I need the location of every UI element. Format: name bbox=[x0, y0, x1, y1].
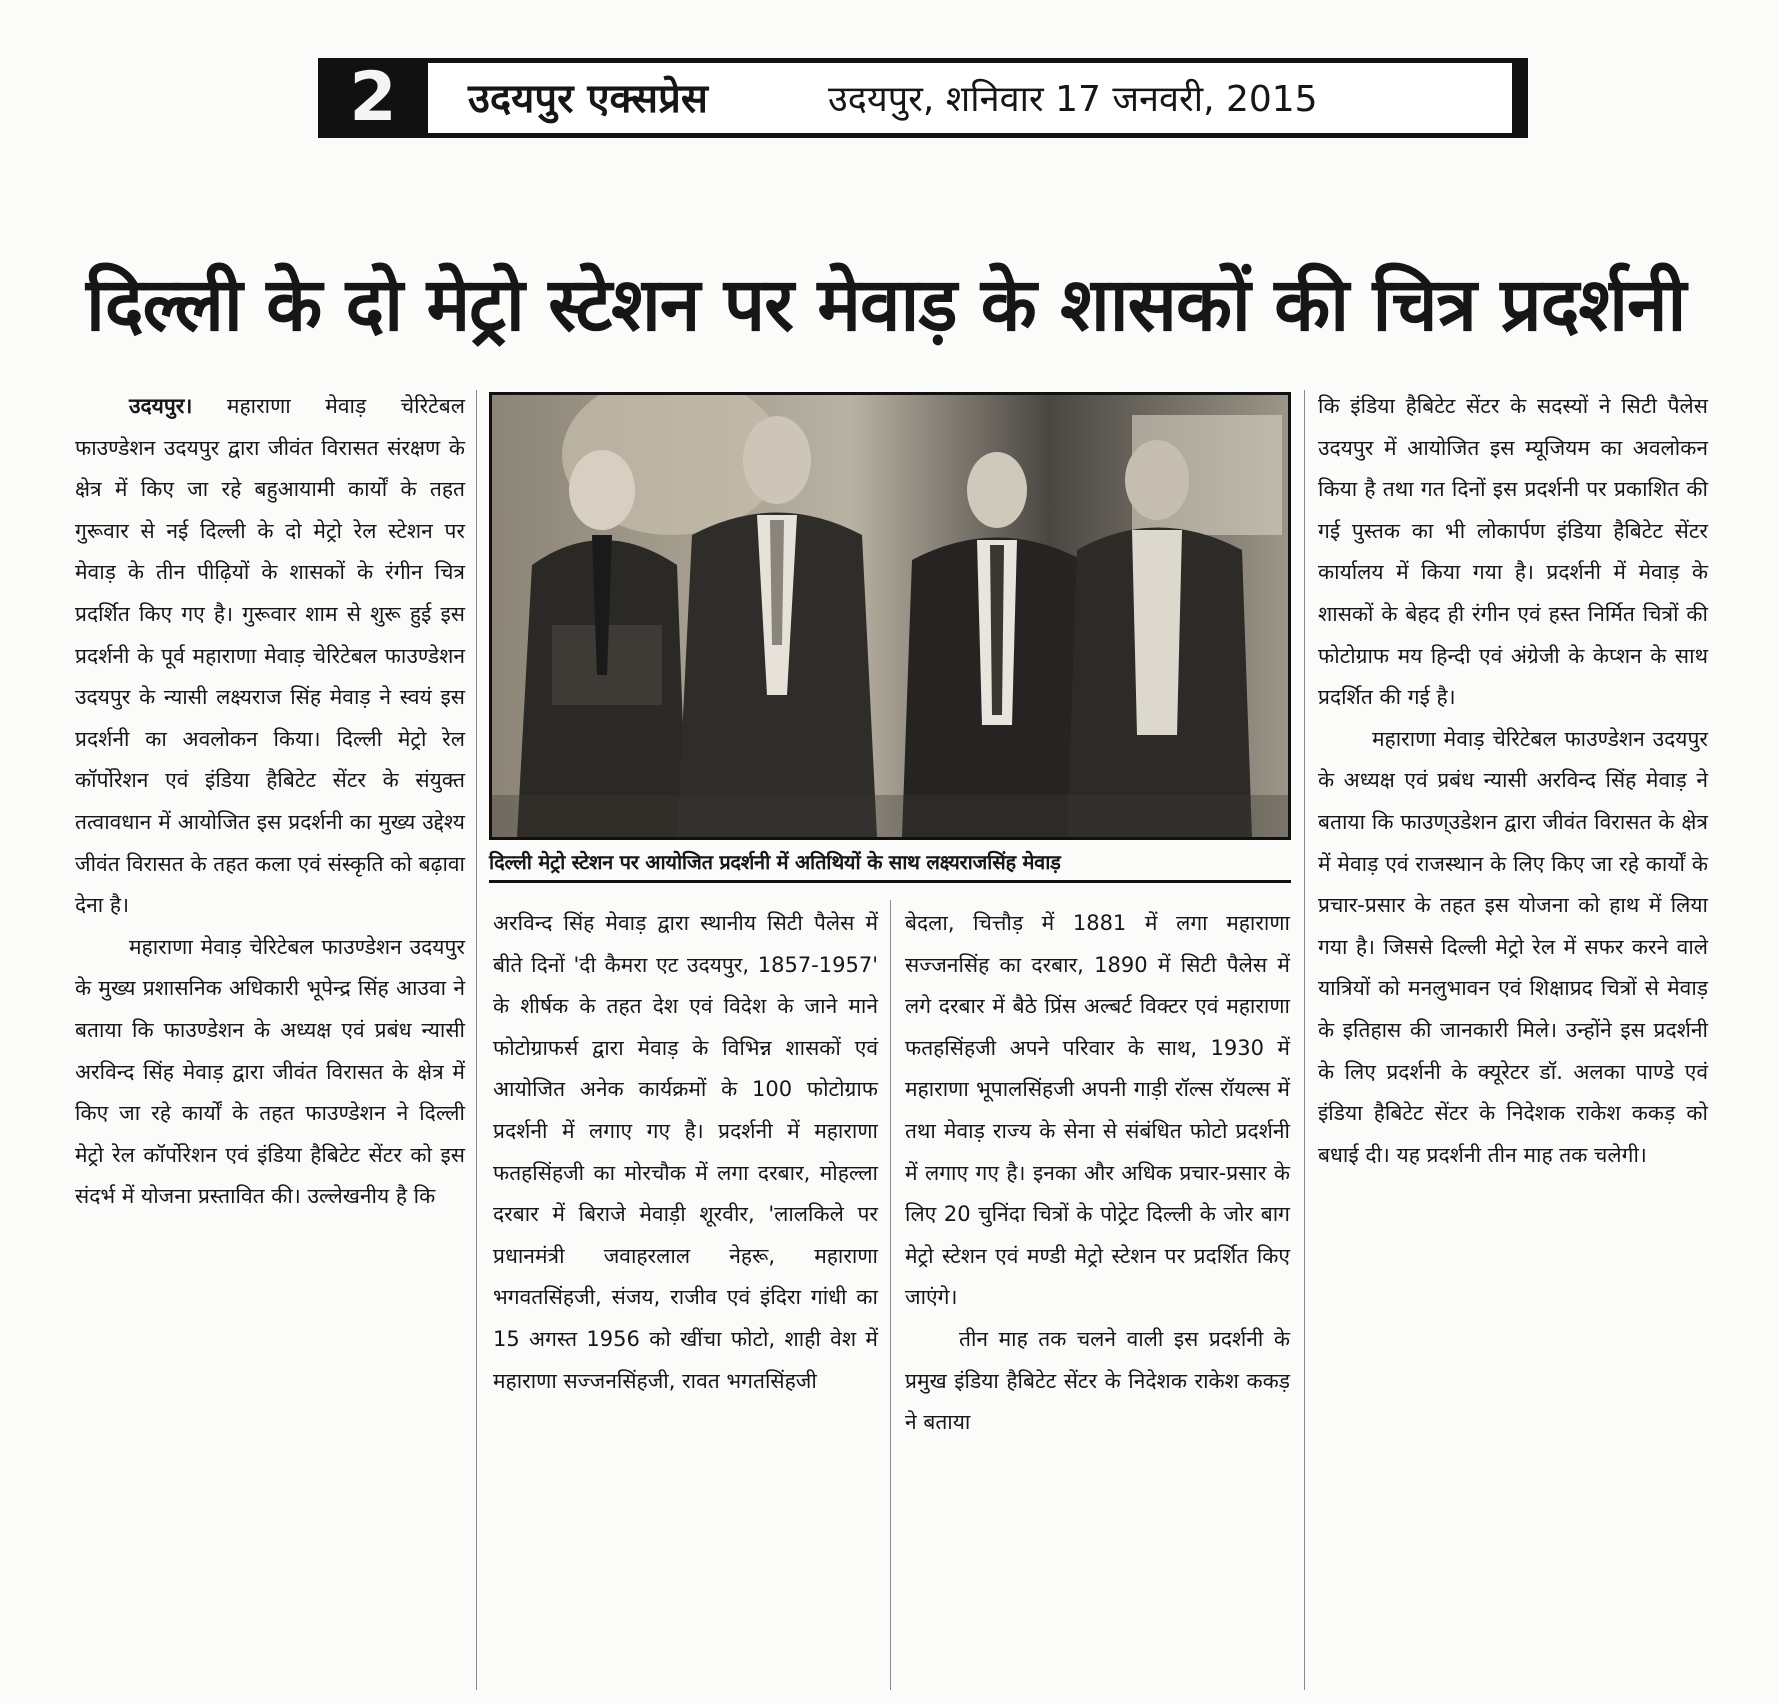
dateline: उदयपुर, शनिवार 17 जनवरी, 2015 bbox=[828, 79, 1318, 120]
paragraph: कि इंडिया हैबिटेट सेंटर के सदस्यों ने सिटी पैलेस उदयपुर में आयोजित इस म्यूजियम का अवलोकन किया है तथा गत दिनों इस प्रदर्शनी पर प्रकाशित की गई पुस्तक का भी लोकार्पण इंडिया हैबिटेट सेंटर कार्यालय में किया गया है। प्रदर्शनी में मेवाड़ के शासकों के बेहद ही रंगीन एवं हस्त निर्मित चित्रों की फोटोग्राफ मय हिन्दी एवं अंग्रेजी के केप्शन के साथ प्रदर्शित की गई है। bbox=[1318, 394, 1708, 710]
newspaper-name: उदयपुर एक्सप्रेस bbox=[468, 76, 708, 122]
masthead bbox=[318, 58, 1518, 138]
news-photo bbox=[489, 392, 1291, 840]
photo-caption: दिल्ली मेट्रो स्टेशन पर आयोजित प्रदर्शनी में अतिथियों के साथ लक्ष्यराजसिंह मेवाड़ bbox=[489, 846, 1291, 883]
column-divider bbox=[476, 390, 477, 1690]
paragraph: बेदला, चित्तौड़ में 1881 में लगा महाराणा सज्जनसिंह का दरबार, 1890 में सिटी पैलेस में लगे दरबार में बैठे प्रिंस अल्बर्ट विक्टर एवं महाराणा फतहसिंहजी अपने परिवार के साथ, 1930 में महाराणा भूपालसिंहजी अपनी गाड़ी रॉल्स रॉयल्स में तथा मेवाड़ राज्य के सेना से संबंधित फोटो प्रदर्शनी में लगाए गए है। इनका और अधिक प्रचार-प्रसार के लिए 20 चुनिंदा चित्रों के पोट्रेट दिल्ली के जोर बाग मेट्रो स्टेशन एवं मण्डी मेट्रो स्टेशन पर प्रदर्शित किए जाएंगे। bbox=[905, 911, 1290, 1310]
article-column-3 bbox=[905, 903, 1290, 1444]
paragraph-text: महाराणा मेवाड़ चेरिटेबल फाउण्डेशन उदयपुर द्वारा जीवंत विरासत संरक्षण के क्षेत्र में किए जा रहे बहुआयामी कार्यों के तहत गुरूवार से नई दिल्ली के दो मेट्रो रेल स्टेशन पर मेवाड़ के तीन पीढ़ियों के शासकों के रंगीन चित्र प्रदर्शित किए गए है। गुरूवार शाम से शुरू हुई इस प्रदर्शनी के पूर्व महाराणा मेवाड़ चेरिटेबल फाउण्डेशन उदयपुर के न्यासी लक्ष्यराज सिंह मेवाड़ ने स्वयं इस प्रदर्शनी का अवलोकन किया। दिल्ली मेट्रो रेल कॉर्पोरेशन एवं इंडिया हैबिटेट सेंटर के संयुक्त तत्वावधान में आयोजित इस प्रदर्शनी का मुख्य उद्देश्य जीवंत विरासत के तहत कला एवं संस्कृति को बढ़ावा देना है। bbox=[75, 394, 466, 918]
page-number: 2 bbox=[318, 58, 428, 138]
paragraph: अरविन्द सिंह मेवाड़ द्वारा स्थानीय सिटी पैलेस में बीते दिनों 'दी कैमरा एट उदयपुर, 1857-1957' के शीर्षक के तहत देश एवं विदेश के जाने माने फोटोग्राफर्स द्वारा मेवाड़ के विभिन्न शासकों एवं आयोजित अनेक कार्यक्रमों के 100 फोटोग्राफ प्रदर्शनी में लगाए गए है। प्रदर्शनी में महाराणा फतहसिंहजी का मोरचौक में लगा दरबार, मोहल्ला दरबार में बिराजे मेवाड़ी शूरवीर, 'लालकिले पर प्रधानमंत्री जवाहरलाल नेहरू, महाराणा भगवतसिंहजी, संजय, राजीव एवं इंदिरा गांधी का 15 अगस्त 1956 को खींचा फोटो, शाही वेश में महाराणा सज्जनसिंहजी, रावत भगतसिंहजी bbox=[493, 911, 878, 1393]
paragraph: तीन माह तक चलने वाली इस प्रदर्शनी के प्रमुख इंडिया हैबिटेट सेंटर के निदेशक राकेश ककड़ ने बताया bbox=[905, 1326, 1290, 1435]
headline: दिल्ली के दो मेट्रो स्टेशन पर मेवाड़ के शासकों की चित्र प्रदर्शनी bbox=[86, 262, 1686, 348]
paragraph bbox=[75, 386, 465, 927]
article-column-2 bbox=[493, 903, 878, 1402]
column-divider bbox=[1304, 390, 1305, 1690]
article-column-1 bbox=[75, 386, 465, 1218]
paragraph: महाराणा मेवाड़ चेरिटेबल फाउण्डेशन उदयपुर के अध्यक्ष एवं प्रबंध न्यासी अरविन्द सिंह मेवाड़ ने बताया कि फाउण्उडेशन द्वारा जीवंत विरासत के क्षेत्र में मेवाड़ एवं राजस्थान के लिए किए जा रहे कार्यों के प्रचार-प्रसार के तहत इस योजना को हाथ में लिया गया है। जिससे दिल्ली मेट्रो रेल में सफर करने वाले यात्रियों को मनलुभावन एवं शिक्षाप्रद चित्रों से मेवाड़ के इतिहास की जानकारी मिले। उन्होंने इस प्रदर्शनी के लिए प्रदर्शनी के क्यूरेटर डॉ. अलका पाण्डे एवं इंडिया हैबिटेट सेंटर के निदेशक राकेश ककड़ को बधाई दी। यह प्रदर्शनी तीन माह तक चलेगी। bbox=[1318, 726, 1708, 1167]
article-column-4 bbox=[1318, 386, 1708, 1176]
masthead-end-bar bbox=[1512, 58, 1528, 138]
paragraph: महाराणा मेवाड़ चेरिटेबल फाउण्डेशन उदयपुर के मुख्य प्रशासनिक अधिकारी भूपेन्द्र सिंह आउवा ने बताया कि फाउण्डेशन के अध्यक्ष एवं प्रबंध न्यासी अरविन्द सिंह मेवाड़ द्वारा जीवंत विरासत के क्षेत्र में किए जा रहे कार्यों के तहत फाउण्डेशन ने दिल्ली मेट्रो रेल कॉर्पोरेशन एवं इंडिया हैबिटेट सेंटर को इस संदर्भ में योजना प्रस्तावित की। उल्लेखनीय है कि bbox=[75, 934, 465, 1209]
column-divider bbox=[890, 900, 891, 1690]
dateline-place: उदयपुर। bbox=[129, 394, 193, 418]
